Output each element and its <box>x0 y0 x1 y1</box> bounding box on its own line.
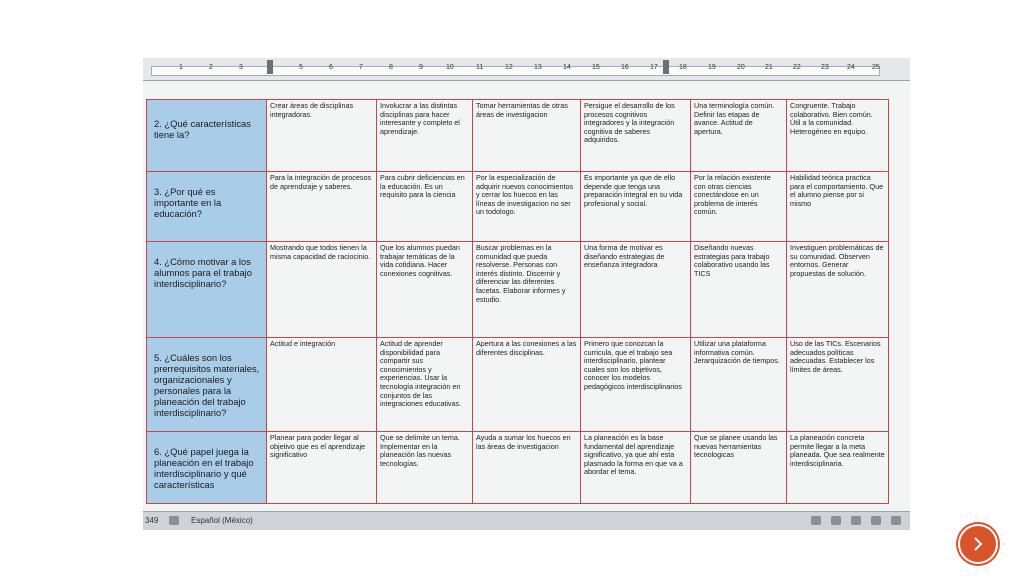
status-taskbar <box>143 511 910 530</box>
ruler-number: 24 <box>847 64 855 71</box>
question-cell: 5. ¿Cuáles son los prerrequisitos materiales, organizacionales y personales para la planeación del trabajo interdisciplinario? <box>147 338 267 432</box>
ruler-number: 2 <box>209 64 213 71</box>
table-cell: Por la relación existente con otras ciencias conectándose en un problema de interés común. <box>691 172 787 242</box>
indent-marker[interactable] <box>267 60 273 74</box>
ruler-number: 1 <box>179 64 183 71</box>
ruler-number: 5 <box>299 64 303 71</box>
ruler-number: 12 <box>505 64 513 71</box>
notification-icon[interactable] <box>891 516 901 525</box>
table-cell: Crear áreas de disciplinas integradoras. <box>267 100 377 172</box>
ruler-number: 15 <box>592 64 600 71</box>
question-cell: 3. ¿Por qué es importante en la educación? <box>147 172 267 242</box>
question-cell: 4. ¿Cómo motivar a los alumnos para el trabajo interdisciplinario? <box>147 242 267 338</box>
ruler-number: 8 <box>389 64 393 71</box>
ruler-number: 7 <box>359 64 363 71</box>
table-cell: Involucrar a las distintas disciplinas para hacer interesante y completo el aprendizaje. <box>377 100 473 172</box>
table-cell: Actitud e integración <box>267 338 377 432</box>
table-cell: Es importante ya que de ello depende que tenga una preparación integral en su vida profesional y social. <box>581 172 691 242</box>
ruler-number: 18 <box>679 64 687 71</box>
ruler-number: 21 <box>765 64 773 71</box>
volume-icon[interactable] <box>851 516 861 525</box>
arrow-up-icon[interactable] <box>811 516 821 525</box>
table-cell: Actitud de aprender disponibilidad para compartir sus conocimientos y experiencias. Usar la tecnología integración en conjuntos de las integraciones educativas. <box>377 338 473 432</box>
table-cell: La planeación es la base fundamental del aprendizaje significativo, ya que ahí esta plasmado la forma en que va a abordar el tema. <box>581 432 691 504</box>
ruler-number: 3 <box>239 64 243 71</box>
document-page <box>143 81 910 511</box>
ruler-number: 25 <box>872 64 880 71</box>
table-cell: Una forma de motivar es diseñando estrategias de enseñanza integradora <box>581 242 691 338</box>
document-photo <box>143 58 910 530</box>
table-cell: Habilidad teórica practica para el comportamiento. Que el alumno piense por si mismo <box>787 172 889 242</box>
table-row <box>147 242 889 338</box>
table-cell: Primero que conozcan la curricula, que el trabajo sea interdisciplinario, plantear cuales son los objetivos, conocer los modelos pedagógicos interdisciplinarios <box>581 338 691 432</box>
proofing-icon[interactable] <box>169 516 179 525</box>
ruler-number: 17 <box>650 64 658 71</box>
ruler-number: 22 <box>793 64 801 71</box>
ruler <box>143 58 910 81</box>
table-cell: Ayuda a sumar los huecos en las áreas de investigacion <box>473 432 581 504</box>
table-cell: Buscar problemas en la comunidad que pueda resolverse. Personas con interés distinto. Discernir y diferenciar las diferentes facetas. Elaborar informes y estudio. <box>473 242 581 338</box>
tab-marker[interactable] <box>663 60 669 74</box>
question-cell: 2. ¿Qué características tiene la? <box>147 100 267 172</box>
table-cell: Congruente. Trabajo colaborativo. Bien común. Útil a la comunidad. Heterogéneo en equipo. <box>787 100 889 172</box>
table-cell: Que los alumnos puedan trabajar temáticas de la vida cotidiana. Hacer conexiones cognitivas. <box>377 242 473 338</box>
ruler-number: 23 <box>821 64 829 71</box>
table-cell: Uso de las TICs. Escenarios adecuados políticas adecuadas. Establecer los límites de áreas. <box>787 338 889 432</box>
table-row <box>147 172 889 242</box>
table-cell: La planeación concreta permite llegar a la meta planeada. Que sea realmente interdisciplinaria. <box>787 432 889 504</box>
table-cell: Mostrando que todos tienen la misma capacidad de raciocinio. <box>267 242 377 338</box>
ruler-number: 20 <box>737 64 745 71</box>
language-indicator[interactable]: Español (México) <box>191 516 253 525</box>
table-cell: Que se planee usando las nuevas herramientas tecnologicas <box>691 432 787 504</box>
table-row <box>147 432 889 504</box>
table-cell: Una terminología común. Definir las etapas de avance. Actitud de apertura. <box>691 100 787 172</box>
table-cell: Investiguen problemáticas de su comunidad. Observen entornos. Generar propuestas de solución. <box>787 242 889 338</box>
table-cell: Para la integración de procesos de aprendizaje y saberes. <box>267 172 377 242</box>
word-count: 349 <box>145 516 159 525</box>
table-cell: Que se delimite un tema. Implementar en la planeación las nuevas tecnologías. <box>377 432 473 504</box>
comparison-table <box>146 99 889 504</box>
table-row <box>147 338 889 432</box>
ruler-number: 6 <box>329 64 333 71</box>
next-slide-button[interactable] <box>958 524 998 564</box>
ruler-number: 13 <box>534 64 542 71</box>
table-cell: Apertura a las conexiones a las diferentes disciplinas. <box>473 338 581 432</box>
table-cell: Diseñando nuevas estrategias para trabajo colaborativo usando las TICS <box>691 242 787 338</box>
network-icon[interactable] <box>831 516 841 525</box>
ruler-number: 14 <box>563 64 571 71</box>
ruler-number: 10 <box>446 64 454 71</box>
table-cell: Utilizar una plataforma informativa común. Jerarquización de tiempos. <box>691 338 787 432</box>
table-cell: Tomar herramientas de otras áreas de investigacion <box>473 100 581 172</box>
wifi-icon[interactable] <box>871 516 881 525</box>
table-cell: Persigue el desarrollo de los procesos cognitivos integradores y la integración cognitiva de saberes adquiridos. <box>581 100 691 172</box>
table-cell: Para cubrir deficiencias en la educación. Es un requisito para la ciencia <box>377 172 473 242</box>
ruler-number: 11 <box>476 64 484 71</box>
table-cell: Planear para poder llegar al objetivo que es el aprendizaje significativo <box>267 432 377 504</box>
ruler-number: 9 <box>419 64 423 71</box>
ruler-number: 19 <box>708 64 716 71</box>
next-arrow-icon <box>970 536 986 552</box>
question-cell: 6. ¿Qué papel juega la planeación en el trabajo interdisciplinario y qué características <box>147 432 267 504</box>
table-cell: Por la especialización de adquirir nuevos conocimientos y cerrar los huecos en las líneas de investigacion no ser un todologo. <box>473 172 581 242</box>
table-row <box>147 100 889 172</box>
ruler-number: 16 <box>621 64 629 71</box>
